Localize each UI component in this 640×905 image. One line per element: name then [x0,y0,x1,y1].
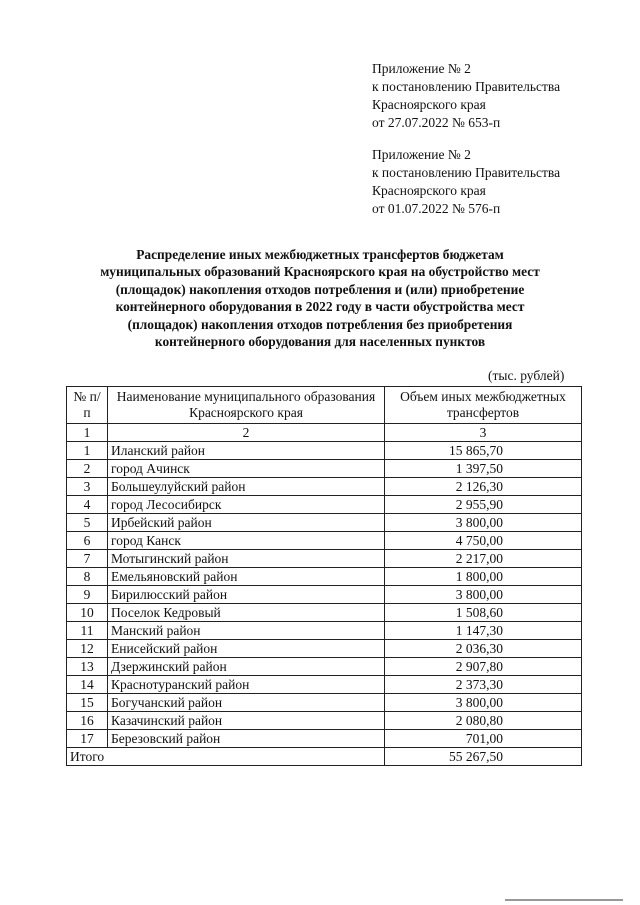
header-number: № п/п [67,387,108,424]
row-number: 3 [67,478,108,496]
table-row [67,442,582,460]
row-number: 14 [67,676,108,694]
row-amount: 1 800,00 [385,568,582,586]
row-municipality: город Ачинск [108,460,385,478]
row-amount: 15 865,70 [385,442,582,460]
row-municipality: Дзержинский район [108,658,385,676]
colnum-2: 2 [108,424,385,442]
row-municipality: Манский район [108,622,385,640]
colnum-3: 3 [385,424,582,442]
row-municipality: Емельяновский район [108,568,385,586]
table-row [67,604,582,622]
units-label: (тыс. рублей) [488,368,565,383]
table-row [67,694,582,712]
row-amount: 2 955,90 [385,496,582,514]
row-municipality: город Канск [108,532,385,550]
title-line: контейнерного оборудования в 2022 году в части обустройства мест [115,299,525,315]
row-number: 10 [67,604,108,622]
row-number: 4 [67,496,108,514]
header-municipality: Наименование муниципального образования Красноярского края [108,387,385,424]
row-amount: 1 508,60 [385,604,582,622]
table-row [67,640,582,658]
annex-line: к постановлению Правительства [372,165,561,180]
table-row [67,658,582,676]
table-row [67,712,582,730]
row-number: 15 [67,694,108,712]
row-number: 12 [67,640,108,658]
table-row [67,622,582,640]
row-municipality: Енисейский район [108,640,385,658]
table-row [67,532,582,550]
row-municipality: город Лесосибирск [108,496,385,514]
row-municipality: Большеулуйский район [108,478,385,496]
row-municipality: Мотыгинский район [108,550,385,568]
title-line: (площадок) накопления отходов потребления и (или) приобретение [115,281,525,297]
row-amount: 2 080,80 [385,712,582,730]
row-municipality: Березовский район [108,730,385,748]
row-amount: 3 800,00 [385,514,582,532]
row-number: 2 [67,460,108,478]
annex-line: Приложение № 2 [372,61,471,76]
row-number: 17 [67,730,108,748]
annex-line: Приложение № 2 [372,147,471,162]
footer-divider [505,899,623,901]
annex-line: Красноярского края [372,183,486,198]
row-amount: 2 217,00 [385,550,582,568]
row-number: 8 [67,568,108,586]
total-value: 55 267,50 [385,748,582,766]
row-municipality: Богучанский район [108,694,385,712]
table-row [67,730,582,748]
row-amount: 1 147,30 [385,622,582,640]
annex-line: к постановлению Правительства [372,79,561,94]
annex-line: Красноярского края [372,97,486,112]
table-row [67,460,582,478]
row-municipality: Поселок Кедровый [108,604,385,622]
row-amount: 701,00 [385,730,582,748]
table-row [67,586,582,604]
header-amount: Объем иных межбюджетных трансфертов [385,387,582,424]
row-amount: 2 126,30 [385,478,582,496]
row-amount: 4 750,00 [385,532,582,550]
row-number: 13 [67,658,108,676]
row-municipality: Иланский район [108,442,385,460]
annex-block-2 [372,146,560,218]
document-title [40,246,600,350]
row-amount: 2 907,80 [385,658,582,676]
annex-line: от 27.07.2022 № 653-п [372,115,501,130]
colnum-1: 1 [67,424,108,442]
row-amount: 2 036,30 [385,640,582,658]
table-header-row [67,387,582,424]
table-total-row [67,748,582,766]
annex-block-1 [372,60,560,132]
row-number: 1 [67,442,108,460]
title-line: контейнерного оборудования для населенных пунктов [154,334,486,350]
row-number: 7 [67,550,108,568]
title-line: Распределение иных межбюджетных трансфертов бюджетам [136,247,504,262]
row-municipality: Краснотуранский район [108,676,385,694]
row-amount: 1 397,50 [385,460,582,478]
table-row [67,496,582,514]
title-line: (площадок) накопления отходов потребления без приобретения [127,316,513,332]
transfers-table [66,386,582,766]
row-municipality: Бирилюсский район [108,586,385,604]
row-number: 6 [67,532,108,550]
row-municipality: Казачинский район [108,712,385,730]
table-row [67,514,582,532]
table-row [67,550,582,568]
annex-line: от 01.07.2022 № 576-п [372,201,501,216]
row-number: 11 [67,622,108,640]
table-row [67,568,582,586]
title-line: муниципальных образований Красноярского края на обустройство мест [100,264,540,280]
table-row [67,676,582,694]
table-colnum-row [67,424,582,442]
row-number: 16 [67,712,108,730]
row-amount: 2 373,30 [385,676,582,694]
row-number: 9 [67,586,108,604]
total-label: Итого [67,748,385,766]
row-municipality: Ирбейский район [108,514,385,532]
row-amount: 3 800,00 [385,694,582,712]
row-amount: 3 800,00 [385,586,582,604]
table-row [67,478,582,496]
row-number: 5 [67,514,108,532]
